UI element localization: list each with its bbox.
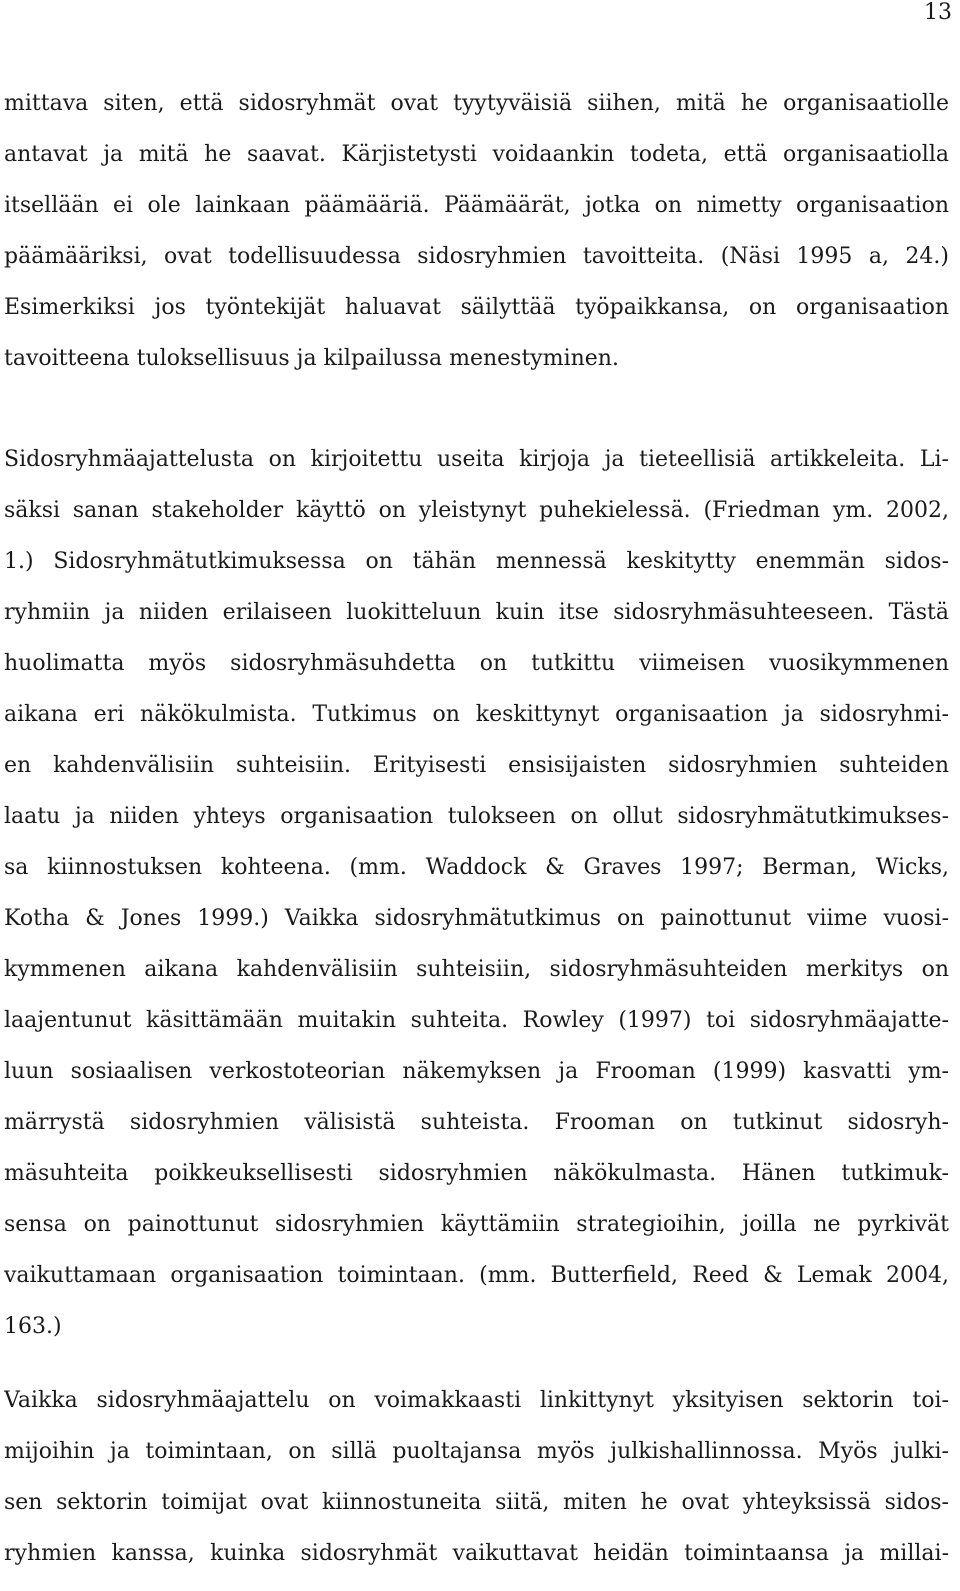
text-line: vaikuttamaan organisaation toimintaan. (mm. Butterfield, Reed & Lemak 2004, [4,1263,949,1288]
text-line: Sidosryhmäajattelusta on kirjoitettu useita kirjoja ja tieteellisiä artikkeleita. Li- [4,447,949,472]
text-line: Kotha & Jones 1999.) Vaikka sidosryhmätutkimus on painottunut viime vuosi- [4,906,949,931]
text-line: sensa on painottunut sidosryhmien käyttämiin strategioihin, joilla ne pyrkivät [4,1212,949,1237]
text-line: laajentunut käsittämään muitakin suhteita. Rowley (1997) toi sidosryhmäajatte- [4,1008,949,1033]
text-line: kymmenen aikana kahdenvälisiin suhteisiin, sidosryhmäsuhteiden merkitys on [4,957,949,982]
text-line: en kahdenvälisiin suhteisiin. Erityisesti ensisijaisten sidosryhmien suhteiden [4,753,949,778]
text-line: mittava siten, että sidosryhmät ovat tyytyväisiä siihen, mitä he organisaatiolle [4,91,949,116]
text-line: antavat ja mitä he saavat. Kärjistetysti voidaankin todeta, että organisaatiolla [4,142,949,167]
text-line: ryhmien kanssa, kuinka sidosryhmät vaikuttavat heidän toimintaansa ja millai- [4,1541,949,1566]
text-line: huolimatta myös sidosryhmäsuhdetta on tutkittu viimeisen vuosikymmenen [4,651,949,676]
text-line: sen sektorin toimijat ovat kiinnostuneita siitä, miten he ovat yhteyksissä sidos- [4,1490,949,1515]
text-line: Esimerkiksi jos työntekijät haluavat säilyttää työpaikkansa, on organisaation [4,295,949,320]
text-line: 163.) [4,1314,62,1339]
text-line: itsellään ei ole lainkaan päämääriä. Päämäärät, jotka on nimetty organisaation [4,193,949,218]
text-line: tavoitteena tuloksellisuus ja kilpailussa menestyminen. [4,346,619,371]
text-line: laatu ja niiden yhteys organisaation tulokseen on ollut sidosryhmätutkimukses- [4,804,949,829]
page-number: 13 [924,0,952,25]
text-line: päämääriksi, ovat todellisuudessa sidosryhmien tavoitteita. (Näsi 1995 a, 24.) [4,244,949,269]
text-line: säksi sanan stakeholder käyttö on yleistynyt puhekielessä. (Friedman ym. 2002, [4,498,949,523]
paragraph-3 [4,1380,949,1584]
text-line: Vaikka sidosryhmäajattelu on voimakkaasti linkittynyt yksityisen sektorin toi- [4,1388,949,1413]
text-line: luun sosiaalisen verkostoteorian näkemyksen ja Frooman (1999) kasvatti ym- [4,1059,949,1084]
text-line: märrystä sidosryhmien välisistä suhteista. Frooman on tutkinut sidosryh- [4,1110,949,1135]
text-line: 1.) Sidosryhmätutkimuksessa on tähän mennessä keskitytty enemmän sidos- [4,549,949,574]
text-line: aikana eri näkökulmista. Tutkimus on keskittynyt organisaation ja sidosryhmi- [4,702,949,727]
paragraph-1 [4,78,949,384]
text-line: sa kiinnostuksen kohteena. (mm. Waddock & Graves 1997; Berman, Wicks, [4,855,949,880]
text-line: mäsuhteita poikkeuksellisesti sidosryhmien näkökulmasta. Hänen tutkimuk- [4,1161,949,1186]
text-line: mijoihin ja toimintaan, on sillä puoltajansa myös julkishallinnossa. Myös julki- [4,1439,949,1464]
text-line: ryhmiin ja niiden erilaiseen luokitteluun kuin itse sidosryhmäsuhteeseen. Tästä [4,600,949,625]
paragraph-2 [4,439,949,1357]
